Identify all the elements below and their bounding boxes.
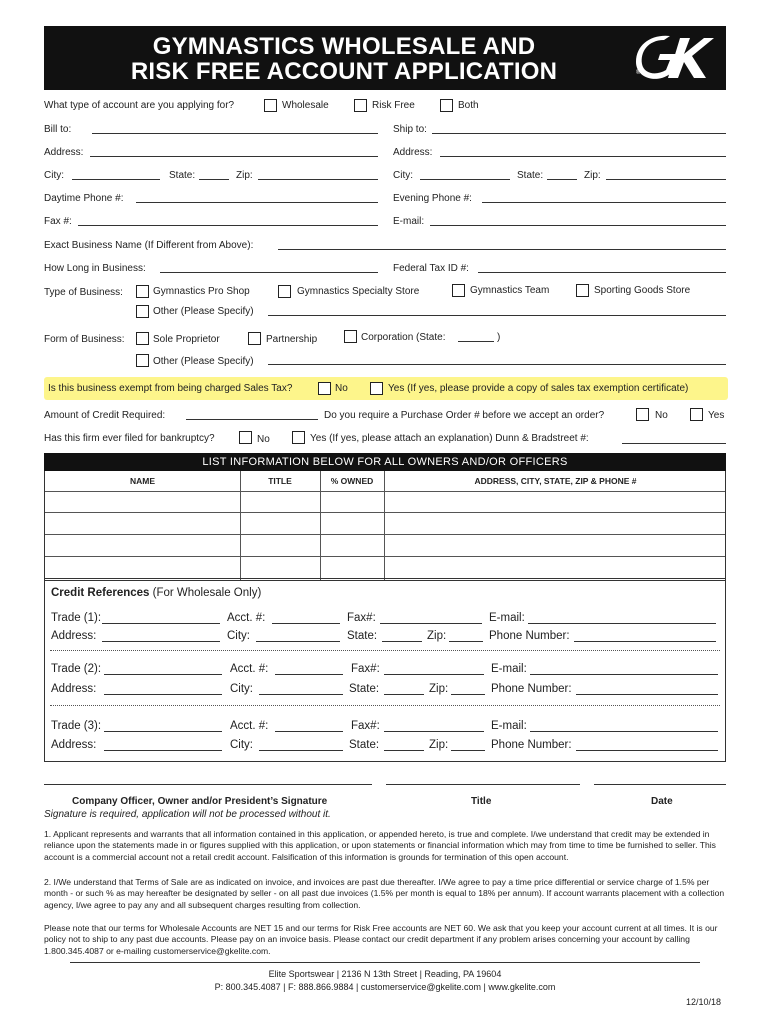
trade3-fax-label: Fax#: — [351, 720, 380, 732]
trade2-field[interactable] — [104, 665, 222, 675]
partnership-checkbox[interactable] — [248, 332, 261, 345]
trade3-phone-field[interactable] — [576, 741, 718, 751]
corporation-label: Corporation (State: — [361, 332, 446, 343]
footer-address: Elite Sportswear | 2136 N 13th Street | Reading, PA 19604 — [268, 969, 502, 979]
trade1-city-label: City: — [227, 630, 250, 642]
trade3-city-field[interactable] — [259, 741, 343, 751]
ship-state-label: State: — [517, 170, 544, 181]
federal-tax-label: Federal Tax ID #: — [393, 263, 469, 274]
ship-address-field[interactable] — [440, 147, 726, 157]
risk-free-label: Risk Free — [372, 100, 415, 111]
po-no-checkbox[interactable] — [636, 408, 649, 421]
partnership-label: Partnership — [266, 334, 318, 345]
pro-shop-checkbox[interactable] — [136, 285, 149, 298]
form-title-line1: GYMNASTICS WHOLESALE AND — [152, 33, 536, 60]
credit-separator — [50, 705, 720, 706]
title-line[interactable] — [386, 784, 580, 785]
bill-zip-label: Zip: — [236, 170, 253, 181]
col-name-header: NAME — [129, 476, 156, 486]
col-owned-header: % OWNED — [330, 476, 374, 486]
bill-address-label: Address: — [44, 147, 84, 158]
gk-logo — [634, 32, 714, 84]
trade1-zip-field[interactable] — [449, 632, 483, 642]
signature-label: Company Officer, Owner and/or President’s Signature — [72, 796, 328, 807]
trade1-fax-label: Fax#: — [347, 612, 376, 624]
tax-exempt-yes-label: Yes (If yes, please provide a copy of sales tax exemption certificate) — [388, 383, 689, 394]
trade2-city-label: City: — [230, 683, 253, 695]
credit-references-title — [51, 586, 261, 600]
sole-proprietor-checkbox[interactable] — [136, 332, 149, 345]
wholesale-checkbox[interactable] — [264, 99, 277, 112]
bill-to-field[interactable] — [92, 124, 378, 134]
trade2-phone-field[interactable] — [576, 685, 718, 695]
trade1-fax-field[interactable] — [380, 614, 482, 624]
trade3-state-label: State: — [349, 739, 380, 751]
credit-separator — [50, 650, 720, 651]
daytime-phone-label: Daytime Phone #: — [44, 193, 124, 204]
email-label: E-mail: — [393, 216, 425, 227]
registered-mark: ® — [636, 70, 641, 76]
gym-team-label: Gymnastics Team — [470, 285, 550, 296]
credit-amount-field[interactable] — [186, 410, 318, 420]
po-question: Do you require a Purchase Order # before we accept an order? — [324, 410, 605, 421]
credit-amount-label: Amount of Credit Required: — [44, 410, 166, 421]
trade3-field[interactable] — [104, 722, 222, 732]
corporation-close-paren: ) — [497, 332, 501, 343]
signature-line[interactable] — [44, 784, 372, 785]
po-yes-label: Yes — [708, 410, 725, 421]
terms-paragraph-2: 2. I/We understand that Terms of Sale are as indicated on invoice, and invoices are past due thereafter. I/We agree to pay a time price differential or service charge of 1.5% per month - or such % as may hereafter be designated by seller - on all past due invoices (1.5% per month is equal to 18% per annum). If account warrants placement with a collection agency, I/we agree to pay any and all subsequent charges resulting from collection. — [44, 877, 725, 910]
trade1-phone-label: Phone Number: — [489, 630, 570, 642]
trade2-city-field[interactable] — [259, 685, 343, 695]
col-address-header: ADDRESS, CITY, STATE, ZIP & PHONE # — [474, 476, 637, 486]
gk-logo-icon — [634, 32, 714, 84]
specialty-store-checkbox[interactable] — [278, 285, 291, 298]
trade2-state-label: State: — [349, 683, 380, 695]
form-of-business-label: Form of Business: — [44, 334, 125, 345]
bill-zip-field[interactable] — [258, 170, 378, 180]
business-name-label: Exact Business Name (If Different from Above): — [44, 240, 254, 251]
gym-team-checkbox[interactable] — [452, 284, 465, 297]
terms-paragraph-1: 1. Applicant represents and warrants that all information contained in this application, or appended hereto, is true and complete. I/we understand that credit may be extended in reliance upon the statements made in or figures supplied with this application, or upon statements or financial information which may from time to time be furnished to seller. This account is a commercial account not a retail credit account. Falsification of this information is grounds for termination of this open account. — [44, 829, 716, 862]
trade2-zip-field[interactable] — [451, 685, 485, 695]
trade1-email-label: E-mail: — [489, 612, 525, 624]
risk-free-checkbox[interactable] — [354, 99, 367, 112]
bill-city-label: City: — [44, 170, 64, 181]
ship-to-label: Ship to: — [393, 124, 427, 135]
table-row[interactable] — [45, 491, 725, 512]
ship-zip-field[interactable] — [606, 170, 726, 180]
type-of-business-label: Type of Business: — [44, 287, 123, 298]
trade1-address-field[interactable] — [102, 632, 220, 642]
form-header — [44, 26, 726, 90]
footer-divider — [70, 962, 700, 963]
trade3-label: Trade (3): — [51, 720, 102, 732]
trade1-state-label: State: — [347, 630, 378, 642]
bankruptcy-no-checkbox[interactable] — [239, 431, 252, 444]
table-row[interactable] — [45, 556, 725, 580]
form-date: 12/10/18 — [686, 997, 722, 1007]
owners-table — [44, 471, 726, 581]
trade3-zip-field[interactable] — [451, 741, 485, 751]
trade3-phone-label: Phone Number: — [491, 739, 572, 751]
owners-heading: LIST INFORMATION BELOW FOR ALL OWNERS AND/OR OFFICERS — [44, 453, 726, 471]
business-other-checkbox[interactable] — [136, 305, 149, 318]
bill-to-label: Bill to: — [44, 124, 72, 135]
trade3-state-field[interactable] — [384, 741, 424, 751]
sporting-goods-label: Sporting Goods Store — [594, 285, 691, 296]
fax-label: Fax #: — [44, 216, 72, 227]
bankruptcy-question: Has this firm ever filed for bankruptcy? — [44, 433, 215, 444]
form-other-field[interactable] — [268, 355, 726, 365]
bankruptcy-yes-label: Yes (If yes, please attach an explanation) Dunn & Bradstreet #: — [310, 433, 589, 444]
form-title-line2: RISK FREE ACCOUNT APPLICATION — [130, 58, 558, 85]
credit-references-title-rest: (For Wholesale Only) — [149, 587, 262, 599]
pro-shop-label: Gymnastics Pro Shop — [153, 286, 250, 297]
daytime-phone-field[interactable] — [136, 193, 378, 203]
trade2-fax-field[interactable] — [384, 665, 484, 675]
trade2-acct-label: Acct. #: — [230, 663, 269, 675]
form-other-checkbox[interactable] — [136, 354, 149, 367]
corporation-checkbox[interactable] — [344, 330, 357, 343]
dunn-bradstreet-field[interactable] — [622, 434, 726, 444]
evening-phone-field[interactable] — [482, 193, 726, 203]
table-row[interactable] — [45, 534, 725, 556]
ship-city-label: City: — [393, 170, 413, 181]
tax-exempt-no-label: No — [335, 383, 348, 394]
bill-city-field[interactable] — [72, 170, 160, 180]
business-other-label: Other (Please Specify) — [153, 306, 254, 317]
trade2-phone-label: Phone Number: — [491, 683, 572, 695]
trade2-email-label: E-mail: — [491, 663, 527, 675]
tax-exempt-yes-checkbox[interactable] — [370, 382, 383, 395]
trade1-city-field[interactable] — [256, 632, 340, 642]
how-long-label: How Long in Business: — [44, 263, 146, 274]
trade2-address-label: Address: — [51, 683, 97, 695]
trade1-field[interactable] — [102, 614, 220, 624]
trade3-city-label: City: — [230, 739, 253, 751]
trade2-label: Trade (2): — [51, 663, 102, 675]
corporation-state-field[interactable] — [458, 332, 494, 342]
footer-contact: P: 800.345.4087 | F: 888.866.9884 | customerservice@gkelite.com | www.gkelite.com — [214, 982, 556, 992]
how-long-field[interactable] — [160, 263, 378, 273]
signature-note: Signature is required, application will not be processed without it. — [44, 809, 331, 820]
trade2-email-field[interactable] — [530, 665, 718, 675]
bill-address-field[interactable] — [90, 147, 378, 157]
trade1-zip-label: Zip: — [427, 630, 447, 642]
trade1-acct-label: Acct. #: — [227, 612, 266, 624]
sporting-goods-checkbox[interactable] — [576, 284, 589, 297]
fax-field[interactable] — [78, 216, 378, 226]
trade3-email-field[interactable] — [530, 722, 718, 732]
tax-exempt-question: Is this business exempt from being charged Sales Tax? — [48, 383, 293, 394]
bankruptcy-no-label: No — [257, 434, 270, 445]
ship-zip-label: Zip: — [584, 170, 601, 181]
trade3-email-label: E-mail: — [491, 720, 527, 732]
trade3-address-label: Address: — [51, 739, 97, 751]
trade1-state-field[interactable] — [382, 632, 422, 642]
trade3-acct-field[interactable] — [275, 722, 343, 732]
trade3-zip-label: Zip: — [429, 739, 449, 751]
trade2-address-field[interactable] — [104, 685, 222, 695]
col-title-header: TITLE — [268, 476, 292, 486]
credit-references-title-bold: Credit References — [51, 587, 150, 599]
business-other-field[interactable] — [268, 306, 726, 316]
trade1-email-field[interactable] — [528, 614, 716, 624]
bankruptcy-yes-checkbox[interactable] — [292, 431, 305, 444]
terms-paragraph-3: Please note that our terms for Wholesale Accounts are NET 15 and our terms for Risk Free accounts are NET 60. We ask that you keep your account current at all times. It is our policy not to ship to any past due accounts. Please pay on an invoice basis. Please contact our credit department if any problem arises concerning your account by calling 1.800.345.4087 or e-mailing customerservice@gkelite.com. — [44, 923, 718, 956]
specialty-store-label: Gymnastics Specialty Store — [297, 286, 420, 297]
business-name-field[interactable] — [278, 240, 726, 250]
both-checkbox[interactable] — [440, 99, 453, 112]
trade3-address-field[interactable] — [104, 741, 222, 751]
ship-to-field[interactable] — [432, 124, 726, 134]
po-yes-checkbox[interactable] — [690, 408, 703, 421]
sole-proprietor-label: Sole Proprietor — [153, 334, 220, 345]
bill-state-field[interactable] — [199, 170, 229, 180]
trade2-zip-label: Zip: — [429, 683, 449, 695]
trade3-acct-label: Acct. #: — [230, 720, 269, 732]
table-row[interactable] — [45, 512, 725, 534]
trade2-fax-label: Fax#: — [351, 663, 380, 675]
form-other-label: Other (Please Specify) — [153, 356, 254, 367]
trade2-acct-field[interactable] — [275, 665, 343, 675]
account-type-question: What type of account are you applying for? — [44, 100, 235, 111]
title-label: Title — [471, 796, 492, 807]
trade1-label: Trade (1): — [51, 612, 102, 624]
evening-phone-label: Evening Phone #: — [393, 193, 472, 204]
wholesale-label: Wholesale — [282, 100, 329, 111]
both-label: Both — [458, 100, 479, 111]
trade3-fax-field[interactable] — [384, 722, 484, 732]
ship-state-field[interactable] — [547, 170, 577, 180]
tax-exempt-no-checkbox[interactable] — [318, 382, 331, 395]
bill-state-label: State: — [169, 170, 196, 181]
federal-tax-field[interactable] — [478, 263, 726, 273]
ship-address-label: Address: — [393, 147, 433, 158]
trade1-address-label: Address: — [51, 630, 97, 642]
email-field[interactable] — [430, 216, 726, 226]
ship-city-field[interactable] — [420, 170, 510, 180]
date-label: Date — [651, 796, 673, 807]
po-no-label: No — [655, 410, 668, 421]
trade1-acct-field[interactable] — [272, 614, 340, 624]
trade1-phone-field[interactable] — [574, 632, 716, 642]
date-line[interactable] — [594, 784, 726, 785]
trade2-state-field[interactable] — [384, 685, 424, 695]
